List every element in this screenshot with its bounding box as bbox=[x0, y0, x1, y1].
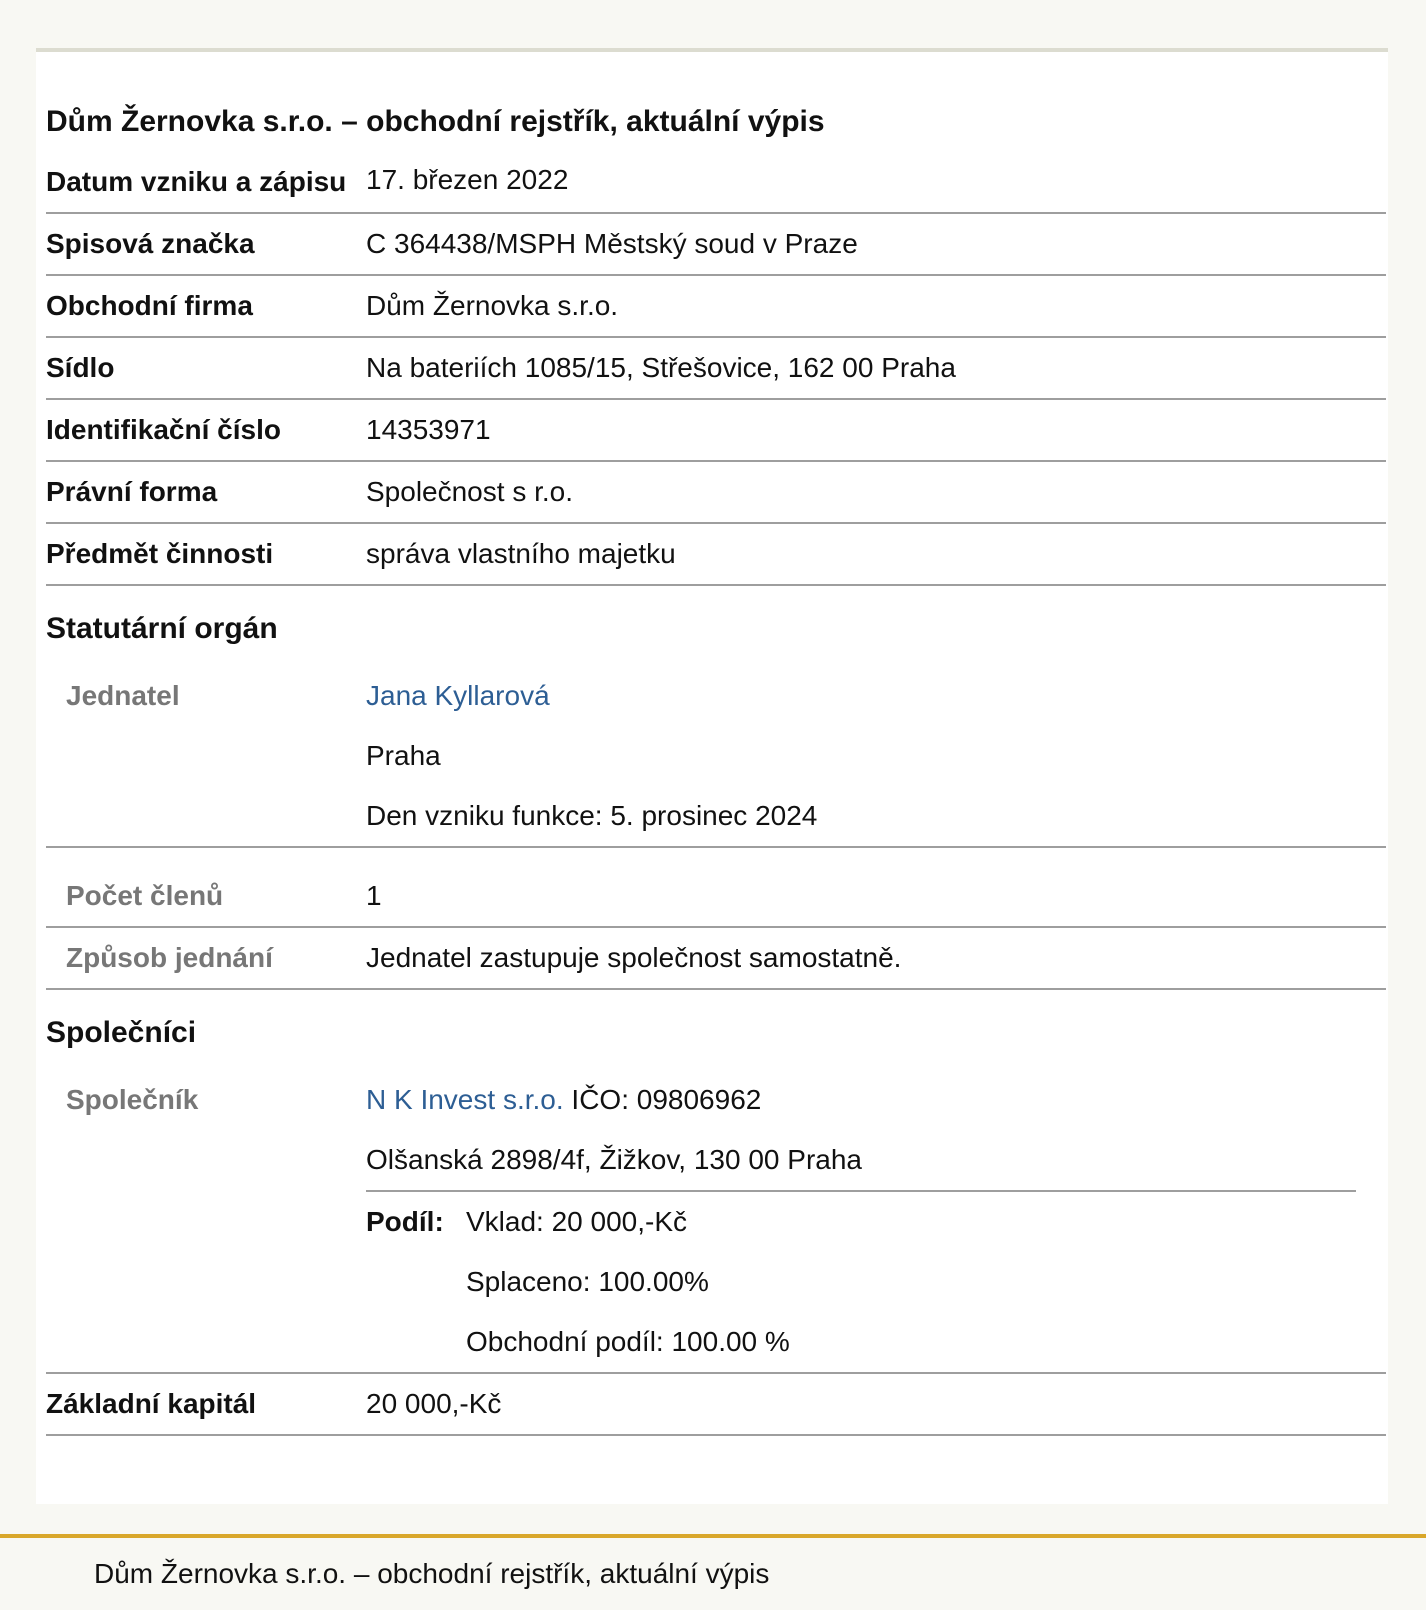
label-obchodni-firma: Obchodní firma bbox=[46, 290, 253, 321]
label-datum: Datum vzniku a zápisu bbox=[46, 166, 347, 197]
podil-values bbox=[466, 1192, 790, 1372]
row-pocet-clenu bbox=[46, 848, 1386, 928]
label-pravni-forma: Právní forma bbox=[46, 476, 218, 507]
value-zakladni-kapital: 20 000,-Kč bbox=[366, 1388, 502, 1419]
value-jednatel bbox=[366, 666, 1386, 846]
label-jednatel: Jednatel bbox=[66, 680, 180, 711]
spolecnik-name-link[interactable]: N K Invest s.r.o. bbox=[366, 1084, 564, 1115]
value-ico: 14353971 bbox=[366, 414, 491, 445]
section-spolecnici: Společníci bbox=[46, 1016, 197, 1049]
row-zpusob-jednani bbox=[46, 928, 1386, 990]
jednatel-city: Praha bbox=[366, 740, 441, 771]
label-spolecnik: Společník bbox=[66, 1084, 199, 1115]
label-ico: Identifikační číslo bbox=[46, 414, 281, 445]
jednatel-name-link[interactable]: Jana Kyllarová bbox=[366, 680, 550, 711]
row-spolecnik bbox=[46, 1070, 1386, 1374]
value-spolecnik bbox=[366, 1070, 1386, 1372]
podil-splaceno: Splaceno: 100.00% bbox=[466, 1266, 709, 1297]
page-title: Dům Žernovka s.r.o. – obchodní rejstřík, aktuální výpis bbox=[46, 105, 825, 138]
spolecnik-ico: IČO: 09806962 bbox=[571, 1084, 762, 1115]
value-obchodni-firma: Dům Žernovka s.r.o. bbox=[366, 290, 619, 321]
row-sidlo bbox=[46, 338, 1386, 400]
value-datum: 17. březen 2022 bbox=[366, 164, 569, 195]
jednatel-since: Den vzniku funkce: 5. prosinec 2024 bbox=[366, 800, 818, 831]
spolecnik-address: Olšanská 2898/4f, Žižkov, 130 00 Praha bbox=[366, 1144, 862, 1175]
label-predmet-cinnosti: Předmět činnosti bbox=[46, 538, 274, 569]
row-predmet-cinnosti bbox=[46, 524, 1386, 586]
label-zakladni-kapital: Základní kapitál bbox=[46, 1388, 257, 1419]
label-spisova-znacka: Spisová značka bbox=[46, 228, 255, 259]
value-zpusob-jednani: Jednatel zastupuje společnost samostatně. bbox=[366, 942, 902, 973]
label-sidlo: Sídlo bbox=[46, 352, 115, 383]
register-panel bbox=[36, 48, 1388, 1504]
podil-obchodni: Obchodní podíl: 100.00 % bbox=[466, 1326, 790, 1357]
row-datum bbox=[46, 150, 1386, 214]
label-pocet-clenu: Počet členů bbox=[66, 880, 224, 911]
footer: Dům Žernovka s.r.o. – obchodní rejstřík, aktuální výpis bbox=[0, 1534, 1426, 1608]
row-pravni-forma bbox=[46, 462, 1386, 524]
row-zakladni-kapital bbox=[46, 1374, 1386, 1436]
value-pravni-forma: Společnost s r.o. bbox=[366, 476, 574, 507]
value-sidlo: Na bateriích 1085/15, Střešovice, 162 00 Praha bbox=[366, 352, 956, 383]
row-obchodni-firma bbox=[46, 276, 1386, 338]
value-spisova-znacka: C 364438/MSPH Městský soud v Praze bbox=[366, 228, 858, 259]
row-ico bbox=[46, 400, 1386, 462]
label-zpusob-jednani: Způsob jednání bbox=[66, 942, 273, 973]
podil-vklad: Vklad: 20 000,-Kč bbox=[466, 1206, 688, 1237]
row-jednatel bbox=[46, 666, 1386, 848]
podil-block bbox=[366, 1190, 1356, 1372]
value-predmet-cinnosti: správa vlastního majetku bbox=[366, 538, 676, 569]
value-pocet-clenu: 1 bbox=[366, 880, 382, 911]
section-statutarni-organ: Statutární orgán bbox=[46, 612, 278, 645]
podil-label: Podíl: bbox=[366, 1206, 444, 1237]
row-spisova-znacka bbox=[46, 214, 1386, 276]
